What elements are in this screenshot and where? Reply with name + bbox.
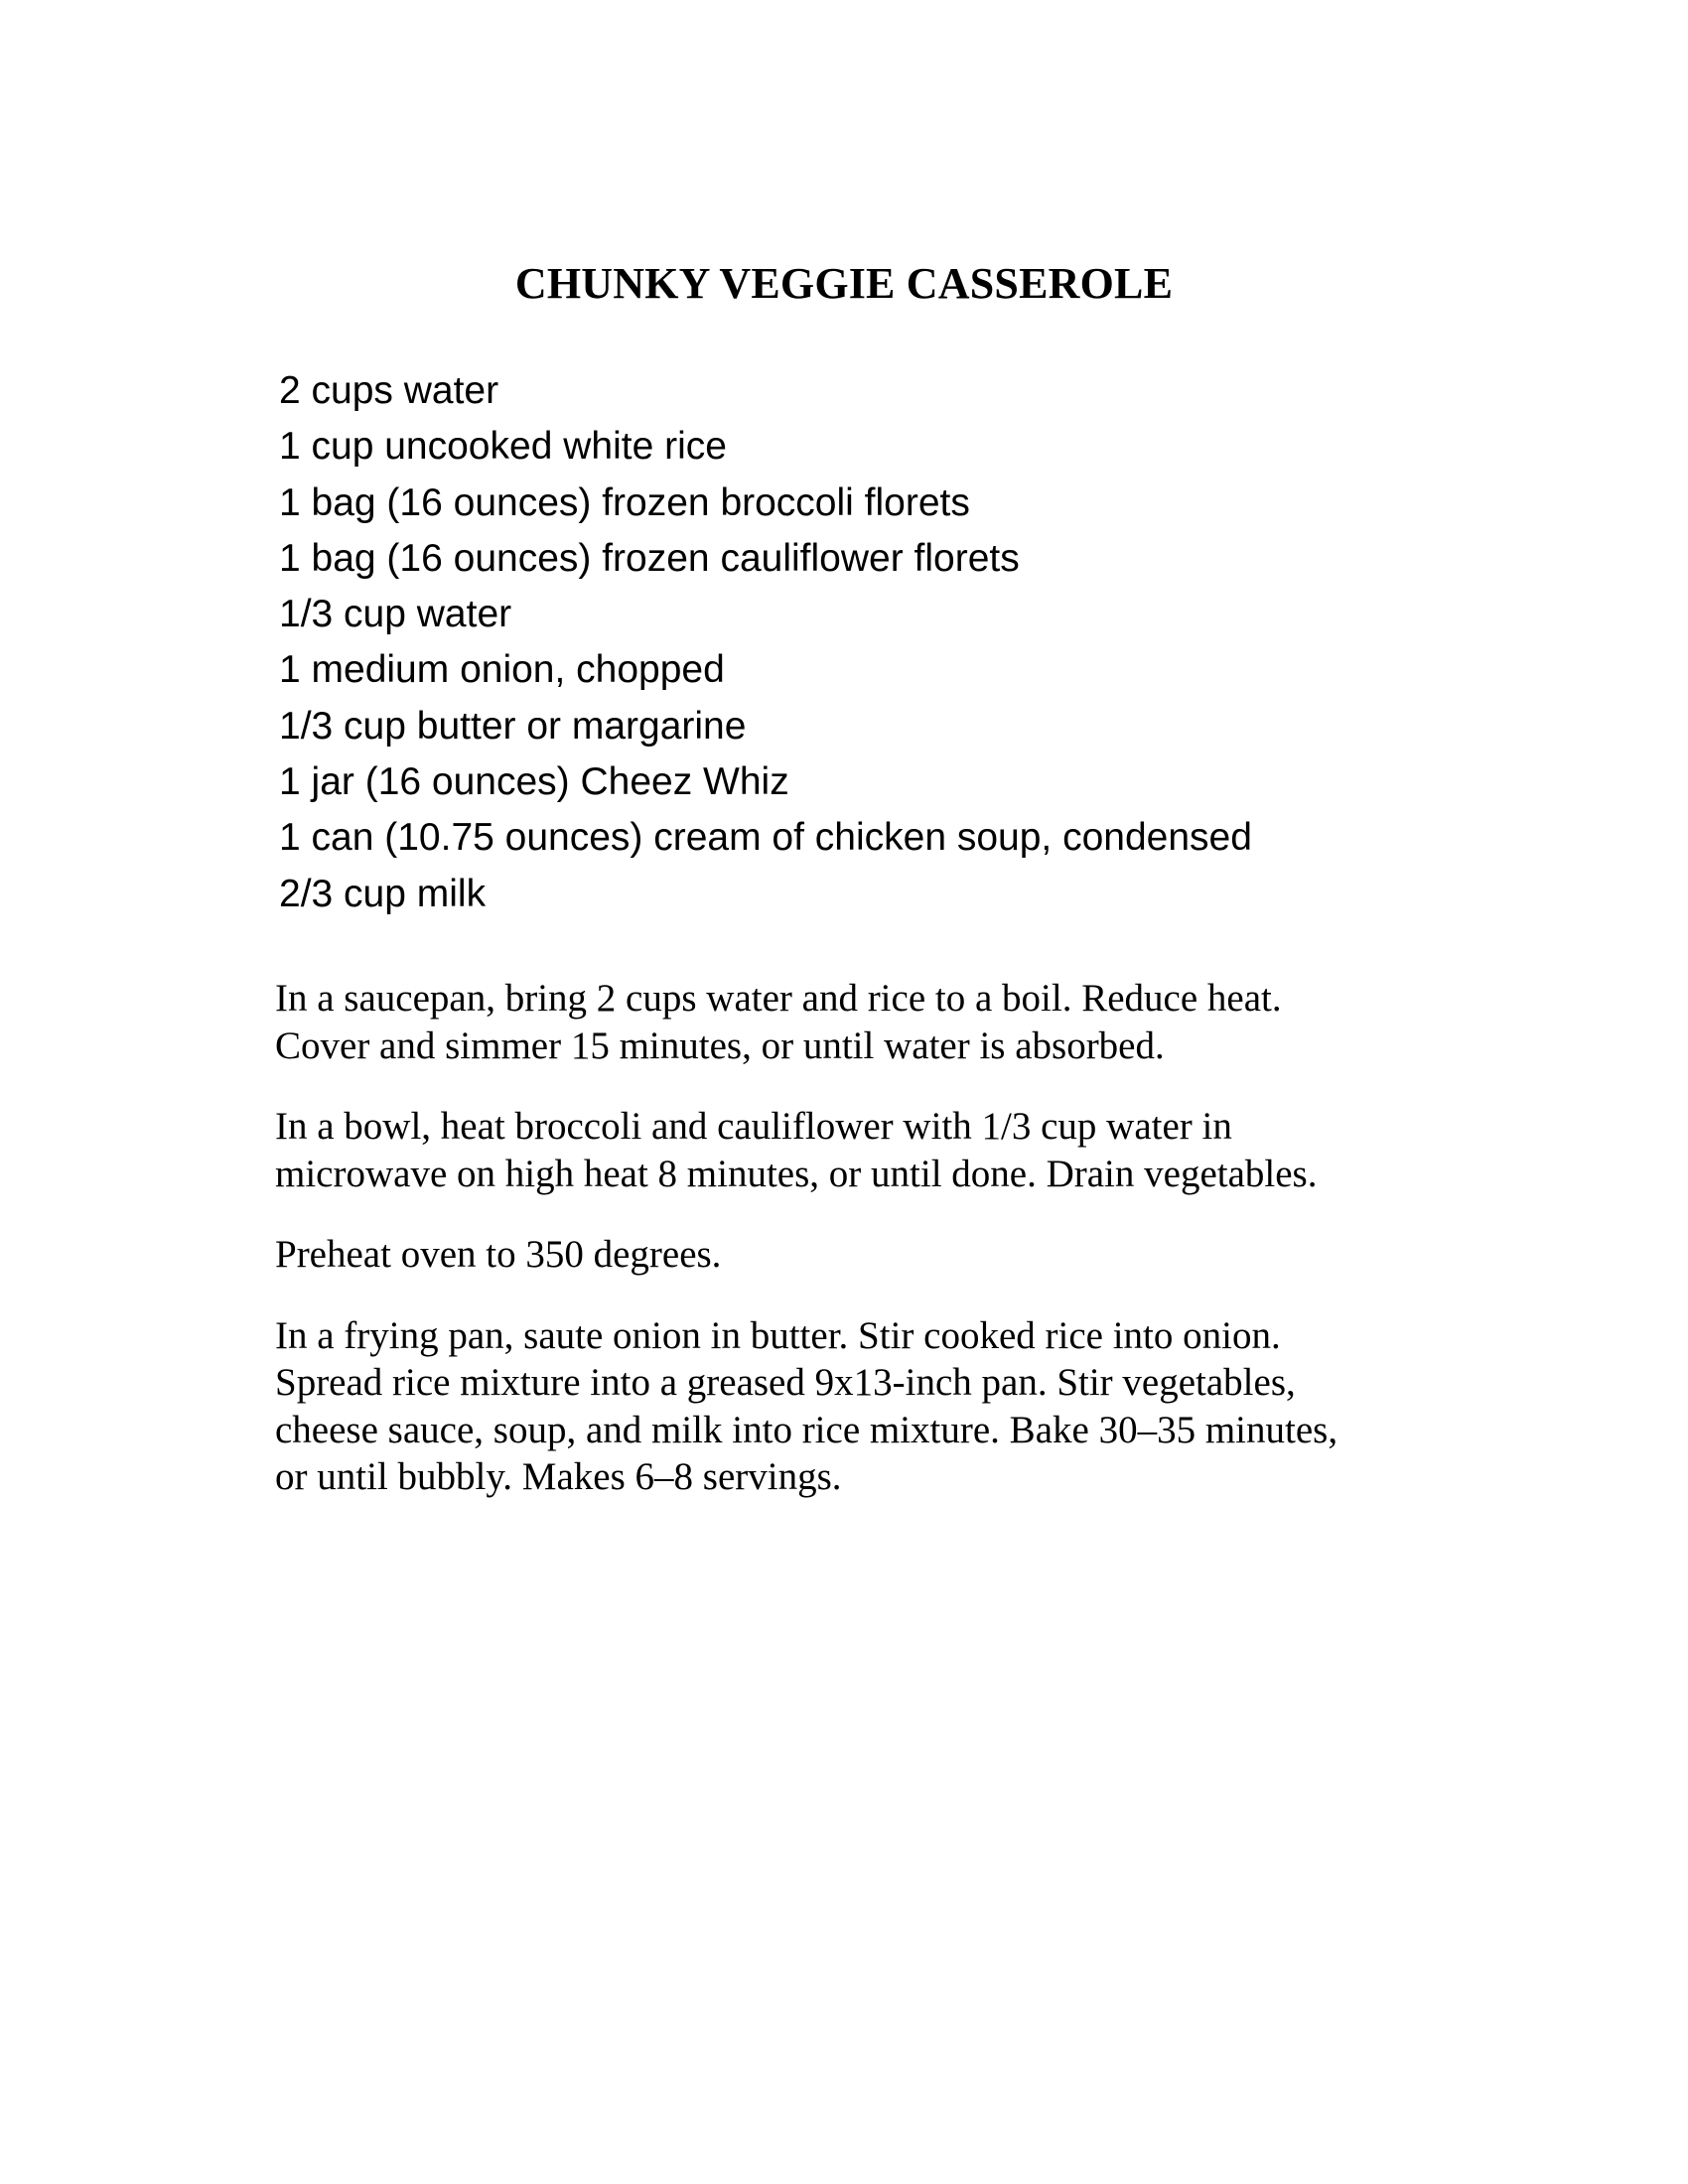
- ingredient-list: [279, 363, 1252, 922]
- direction-line: In a frying pan, saute onion in butter. Stir cooked rice into onion.: [275, 1313, 1281, 1357]
- direction-step-assemble-bake: [275, 1312, 1447, 1501]
- ingredient-item: 1/3 cup water: [279, 593, 512, 636]
- ingredient-item: 1 bag (16 ounces) frozen cauliflower florets: [279, 536, 1020, 580]
- direction-line: Cover and simmer 15 minutes, or until water is absorbed.: [275, 1024, 1165, 1067]
- directions: [275, 975, 1447, 1535]
- direction-line: cheese sauce, soup, and milk into rice mixture. Bake 30–35 minutes,: [275, 1408, 1338, 1451]
- direction-line: Spread rice mixture into a greased 9x13-inch pan. Stir vegetables,: [275, 1361, 1296, 1404]
- ingredient-item: 1/3 cup butter or margarine: [279, 704, 747, 748]
- direction-line: or until bubbly. Makes 6–8 servings.: [275, 1455, 842, 1498]
- ingredient-item: 1 can (10.75 ounces) cream of chicken soup, condensed: [279, 816, 1252, 860]
- ingredient-item: 1 medium onion, chopped: [279, 648, 725, 692]
- ingredient-item: 1 jar (16 ounces) Cheez Whiz: [279, 760, 789, 804]
- direction-line: In a bowl, heat broccoli and cauliflower with 1/3 cup water in: [275, 1105, 1232, 1148]
- direction-step-microwave-vegetables: [275, 1103, 1447, 1197]
- ingredient-item: 1 bag (16 ounces) frozen broccoli florets: [279, 480, 970, 524]
- ingredient-item: 2 cups water: [279, 369, 499, 412]
- direction-step-preheat-oven: [275, 1231, 1447, 1279]
- ingredient-item: 1 cup uncooked white rice: [279, 425, 727, 469]
- ingredient-item: 2/3 cup milk: [279, 872, 487, 915]
- direction-line: In a saucepan, bring 2 cups water and rice to a boil. Reduce heat.: [275, 977, 1282, 1020]
- recipe-title: CHUNKY VEGGIE CASSEROLE: [514, 259, 1174, 308]
- direction-line: microwave on high heat 8 minutes, or until done. Drain vegetables.: [275, 1152, 1318, 1195]
- direction-step-boil-rice: [275, 975, 1447, 1069]
- direction-line: Preheat oven to 350 degrees.: [275, 1233, 722, 1276]
